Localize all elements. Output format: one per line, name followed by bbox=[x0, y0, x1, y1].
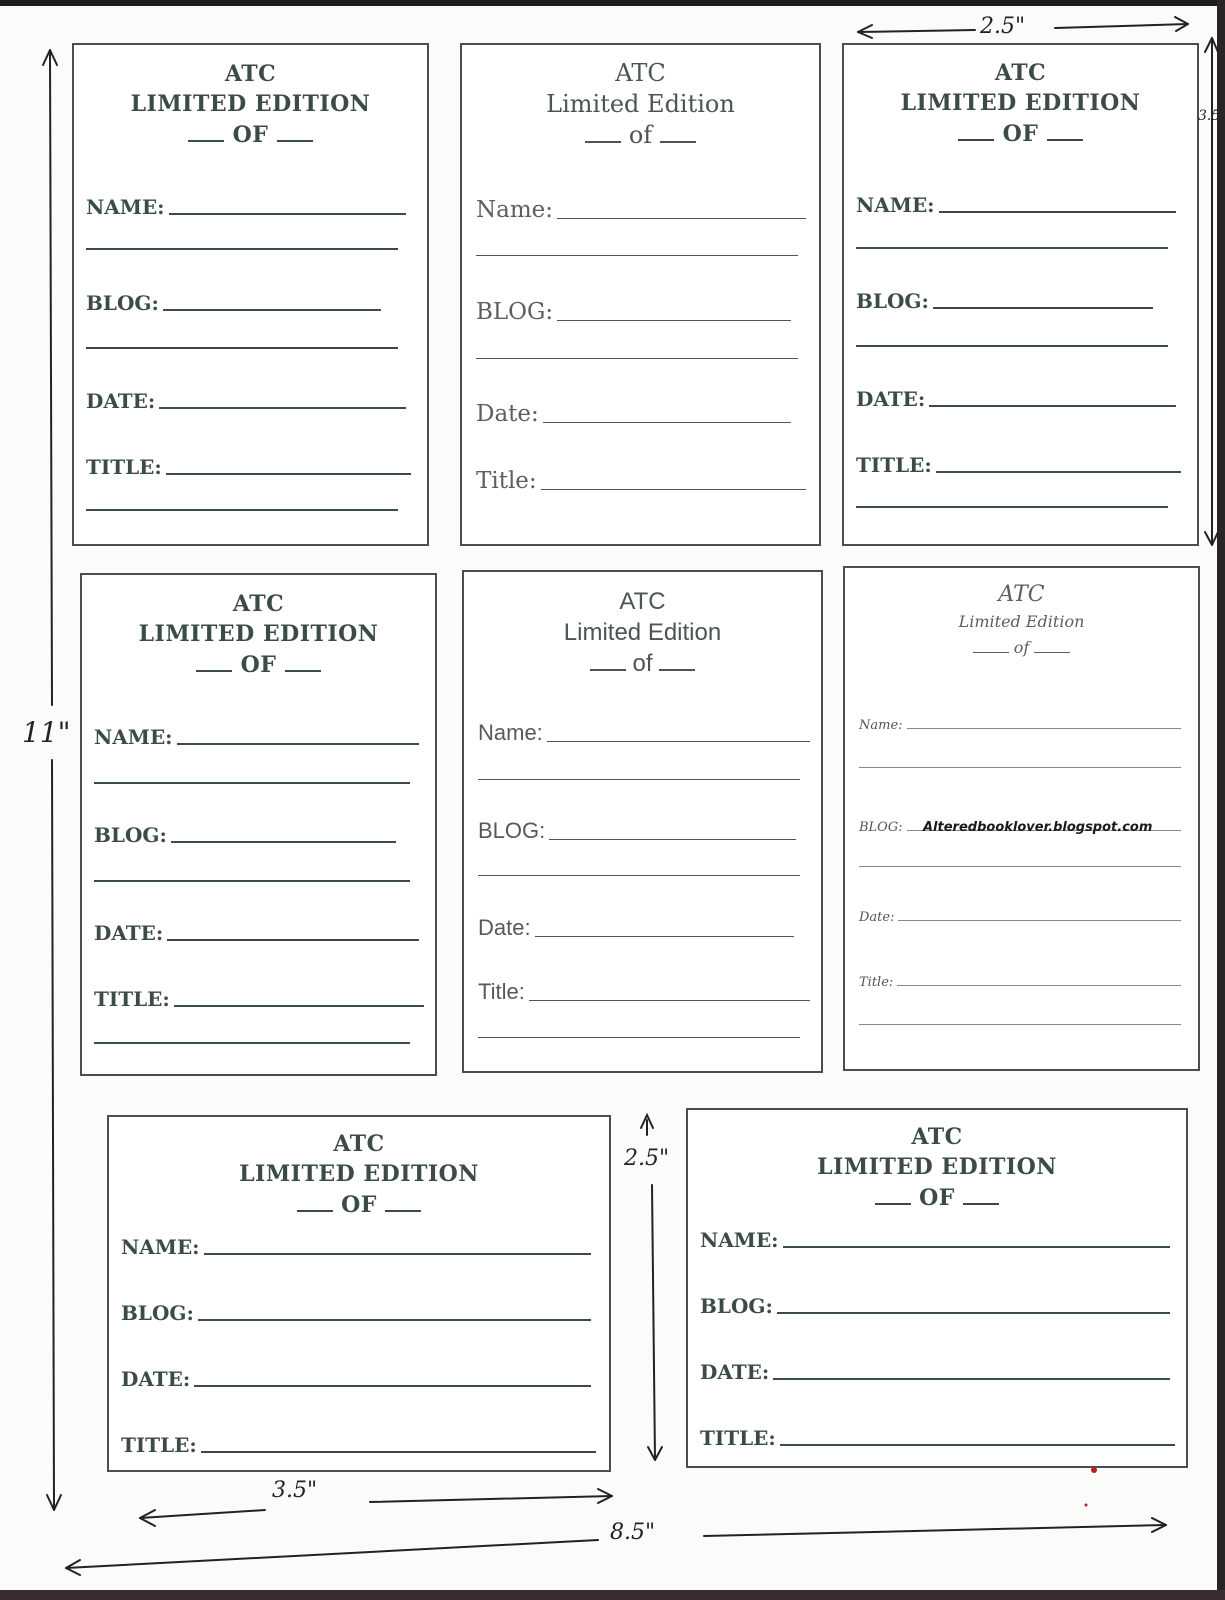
name-label: NAME: bbox=[856, 193, 935, 217]
name-label: Name: bbox=[478, 720, 543, 745]
page-height-note: 11" bbox=[22, 716, 71, 749]
card-title: ATC bbox=[232, 591, 285, 617]
title-label: Title: bbox=[478, 979, 525, 1004]
card-subtitle: LIMITED EDITION bbox=[239, 1161, 479, 1188]
card-title: ATC bbox=[333, 1131, 385, 1157]
blog-label: BLOG: bbox=[476, 299, 554, 325]
landscape-height-note: 2.5" bbox=[624, 1146, 670, 1171]
card-title: ATC bbox=[224, 61, 277, 87]
card-of: of bbox=[632, 649, 653, 677]
blog-value: Alteredbooklover.blogspot.com bbox=[923, 820, 1153, 835]
card-of: OF bbox=[341, 1191, 377, 1218]
card-title: ATC bbox=[998, 582, 1045, 607]
card-subtitle: Limited Edition bbox=[546, 89, 735, 118]
blog-label: BLOG: bbox=[700, 1294, 773, 1318]
date-label: Date: bbox=[476, 401, 539, 427]
card-subtitle: Limited Edition bbox=[958, 612, 1085, 632]
card-of: OF bbox=[232, 121, 269, 148]
card-subtitle: LIMITED EDITION bbox=[817, 1154, 1057, 1181]
name-label: Name: bbox=[476, 197, 554, 223]
date-label: DATE: bbox=[94, 921, 164, 945]
title-label: TITLE: bbox=[856, 453, 932, 477]
date-label: Date: bbox=[478, 915, 531, 940]
title-label: Title: bbox=[476, 468, 537, 494]
title-label: Title: bbox=[859, 975, 894, 990]
card-width-note: 2.5" bbox=[980, 14, 1026, 39]
card-of: OF bbox=[240, 651, 277, 678]
card-of: OF bbox=[919, 1184, 955, 1211]
card-of: of bbox=[1013, 637, 1030, 657]
date-label: DATE: bbox=[700, 1360, 770, 1384]
card-height-note: 3.5 bbox=[1198, 108, 1221, 124]
page-width-note: 8.5" bbox=[610, 1520, 656, 1545]
name-label: NAME: bbox=[700, 1228, 779, 1252]
card-subtitle: LIMITED EDITION bbox=[900, 90, 1141, 117]
card-title: ATC bbox=[911, 1124, 963, 1150]
landscape-width-note: 3.5" bbox=[272, 1478, 318, 1503]
card-of: OF bbox=[1002, 120, 1039, 147]
date-label: DATE: bbox=[86, 389, 156, 413]
title-label: TITLE: bbox=[121, 1433, 197, 1457]
card-subtitle: Limited Edition bbox=[563, 618, 722, 646]
card-title: ATC bbox=[615, 59, 666, 87]
title-label: TITLE: bbox=[86, 455, 162, 479]
card-of: of bbox=[628, 120, 653, 149]
name-label: NAME: bbox=[86, 195, 165, 219]
blog-label: BLOG: bbox=[121, 1301, 194, 1325]
card-subtitle: LIMITED EDITION bbox=[138, 621, 379, 648]
name-label: Name: bbox=[859, 718, 903, 733]
title-label: TITLE: bbox=[700, 1426, 776, 1450]
blog-label: BLOG: bbox=[856, 289, 929, 313]
blog-label: BLOG: bbox=[94, 823, 167, 847]
blog-label: BLOG: bbox=[859, 820, 903, 835]
name-label: NAME: bbox=[121, 1235, 200, 1259]
card-title: ATC bbox=[994, 60, 1047, 86]
title-label: TITLE: bbox=[94, 987, 170, 1011]
blog-label: BLOG: bbox=[86, 291, 159, 315]
date-label: DATE: bbox=[121, 1367, 191, 1391]
card-title: ATC bbox=[619, 588, 666, 615]
date-label: DATE: bbox=[856, 387, 926, 411]
blog-label: BLOG: bbox=[478, 818, 546, 843]
card-subtitle: LIMITED EDITION bbox=[130, 91, 371, 118]
date-label: Date: bbox=[859, 910, 895, 925]
name-label: NAME: bbox=[94, 725, 173, 749]
